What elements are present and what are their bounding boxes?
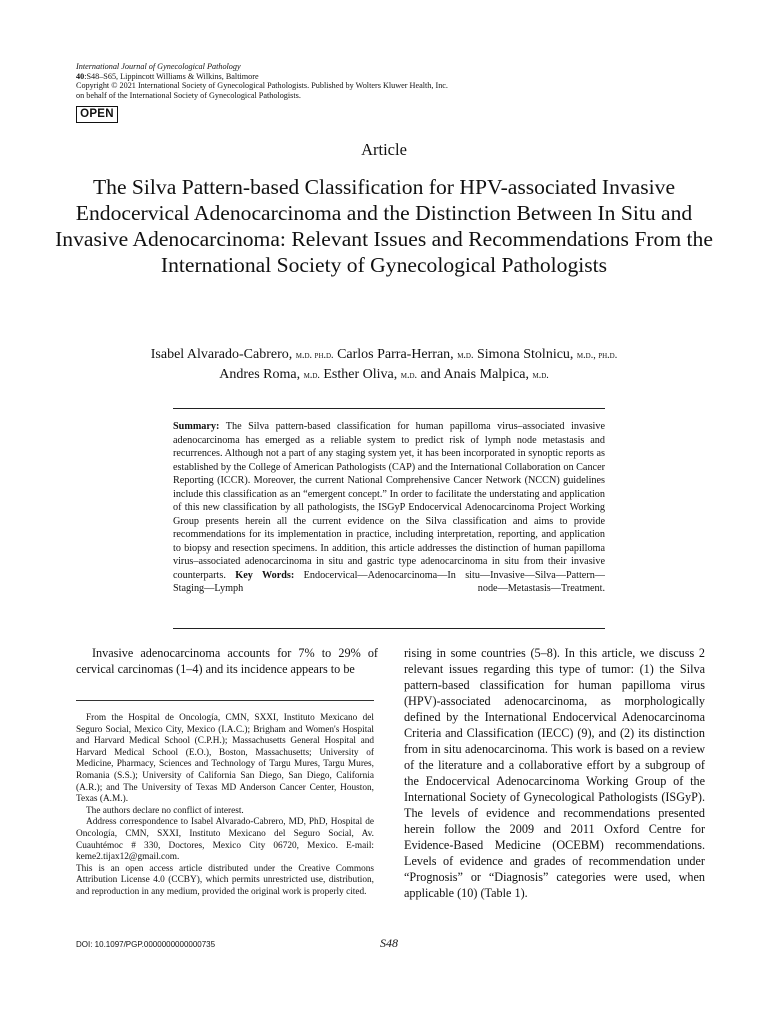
open-access-badge: OPEN bbox=[76, 106, 118, 123]
abstract-top-rule bbox=[173, 408, 605, 409]
author-name: Isabel Alvarado-Cabrero, bbox=[150, 347, 293, 362]
doi-footer: DOI: 10.1097/PGP.0000000000000735 bbox=[76, 940, 216, 949]
footnote-license: This is an open access article distributed under the Creative Commons Attribution License 4.0 (CCBY), which permits unrestricted use, distribution, and reproduction in any medium, provided the original work is properly cited. bbox=[76, 863, 374, 897]
author-name: Carlos Parra-Herran, bbox=[337, 347, 454, 362]
footnote-conflict: The authors declare no conflict of interest. bbox=[86, 805, 244, 816]
footnote-correspondence: Address correspondence to Isabel Alvarado-Cabrero, MD, PhD, Hospital de Oncología, CMN, SXXI, Instituto Mexicano del Seguro Social, Av. Cuauhtémoc # 330, Doctores, Mexico City 06720, Mexico. E-mail: keme2.tijax12@gmail.com. bbox=[76, 817, 374, 863]
author-degree: m.d. bbox=[532, 370, 549, 381]
page-range: :S48–S65, Lippincott Williams & Wilkins, Baltimore bbox=[84, 71, 259, 81]
body-text-right: rising in some countries (5–8). In this article, we discuss 2 relevant issues regarding this type of tumor: (1) the Silva pattern-based classification for human papilloma virus (HPV)-associated adenocarcinoma, as morphologically defined by the International Endocervical Adenocarcinoma Criteria and Classification (IECC) (9), and (2) its distinction from in situ adenocarcinoma. This work is based on a review of the literature and a collaborative effort by a subgroup of the Endocervical Adenocarcinoma Working Group of the International Society of Gynecological Pathologists (ISGyP). The levels of evidence and recommendations presented herein follow the 2009 and 2011 Oxford Centre for Evidence-Based Medicine (OCEBM) recommendations. Levels of evidence and grades of recommendation under “Prognosis” or “Diagnosis” categories were used, when applicable (10) (Table 1). bbox=[404, 646, 705, 900]
author-name: Esther Oliva, bbox=[323, 367, 398, 382]
footnote-rule bbox=[76, 700, 374, 701]
article-title: The Silva Pattern-based Classification for HPV-associated Invasive Endocervical Adenocarcinoma and the Distinction Between In Situ and Invasive Adenocarcinoma: Relevant Issues and Recommendations From the International Society of Gynecological Pathologists bbox=[55, 175, 713, 277]
author-degree: m.d. bbox=[457, 350, 474, 361]
author-name: Andres Roma, bbox=[219, 367, 301, 382]
body-text-left: Invasive adenocarcinoma accounts for 7% to 29% of cervical carcinomas (1–4) and its incidence appears to be bbox=[76, 646, 378, 676]
page-number: S48 bbox=[380, 936, 398, 950]
author-name: Simona Stolnicu, bbox=[476, 347, 574, 362]
copyright-line: Copyright © 2021 International Society of Gynecological Pathologists. Published by Wolters Kluwer Health, Inc. bbox=[76, 81, 448, 91]
author-list bbox=[60, 345, 708, 385]
copyright-behalf-line: on behalf of the International Society of Gynecological Pathologists. bbox=[76, 90, 301, 100]
volume-number: 40 bbox=[76, 71, 85, 81]
volume-line bbox=[76, 72, 716, 82]
footnote-affiliations: From the Hospital de Oncología, CMN, SXXI, Instituto Mexicano del Seguro Social, Mexico City, Mexico (I.A.C.); Brigham and Women's Hospital and Harvard Medical School (C.P.H.); Massachusetts General Hospital and Harvard Medical School (E.O.), Boston, Massachusetts; University of Medicine, Pharmacy, Sciences and Technology of Targu Mures, Targu Mures, Romania (S.S.); University of California San Diego, San Diego, California (A.R.); and The University of Texas MD Anderson Cancer Center, Houston, Texas (A.M.). bbox=[76, 713, 374, 805]
author-degree: m.d. ph.d. bbox=[295, 350, 334, 361]
article-type-label: Article bbox=[361, 140, 407, 159]
summary-label: Summary: bbox=[173, 421, 220, 432]
abstract-body bbox=[173, 421, 605, 594]
abstract bbox=[173, 420, 605, 596]
journal-name: International Journal of Gynecological Pathology bbox=[76, 62, 241, 71]
summary-text: The Silva pattern-based classification for human papilloma virus–associated invasive adenocarcinoma has emerged as a reliable system to predict risk of lymph node metastasis and recurrences. Although not a part of any staging system yet, it has been incorporated in synoptic reports as established by the College of American Pathologists (CAP) and the International Collaboration on Cancer Reporting (ICCR). Moreover, the current National Comprehensive Cancer Network (NCCN) guidelines include this classification as an “emergent concept.” In order to facilitate the understating and application of this new classification by all pathologists, the ISGyP Endocervical Adenocarcinoma Project Working Group presents herein all the current evidence on the Silva classification and aims to provide recommendations for its implementation in practice, including interpretation, reporting, and application to biopsy and resection specimens. In addition, this article addresses the distinction of human papilloma virus–associated adenocarcinoma in situ and gastric type adenocarcinoma in situ from their invasive counterparts. bbox=[173, 421, 605, 581]
author-degree: m.d., ph.d. bbox=[576, 350, 618, 361]
keywords-text: Endocervical—Adenocarcinoma—In situ—Invasive—Silva—Pattern—Staging—Lymph node—Metastasis—Treatment. bbox=[173, 569, 605, 594]
author-name: and Anais Malpica, bbox=[420, 367, 530, 382]
abstract-bottom-rule bbox=[173, 628, 605, 629]
author-degree: m.d. bbox=[400, 370, 418, 381]
author-degree: m.d. bbox=[303, 370, 320, 381]
footnotes bbox=[76, 713, 374, 899]
journal-header bbox=[76, 62, 716, 100]
keywords-label: Key Words: bbox=[235, 569, 295, 581]
